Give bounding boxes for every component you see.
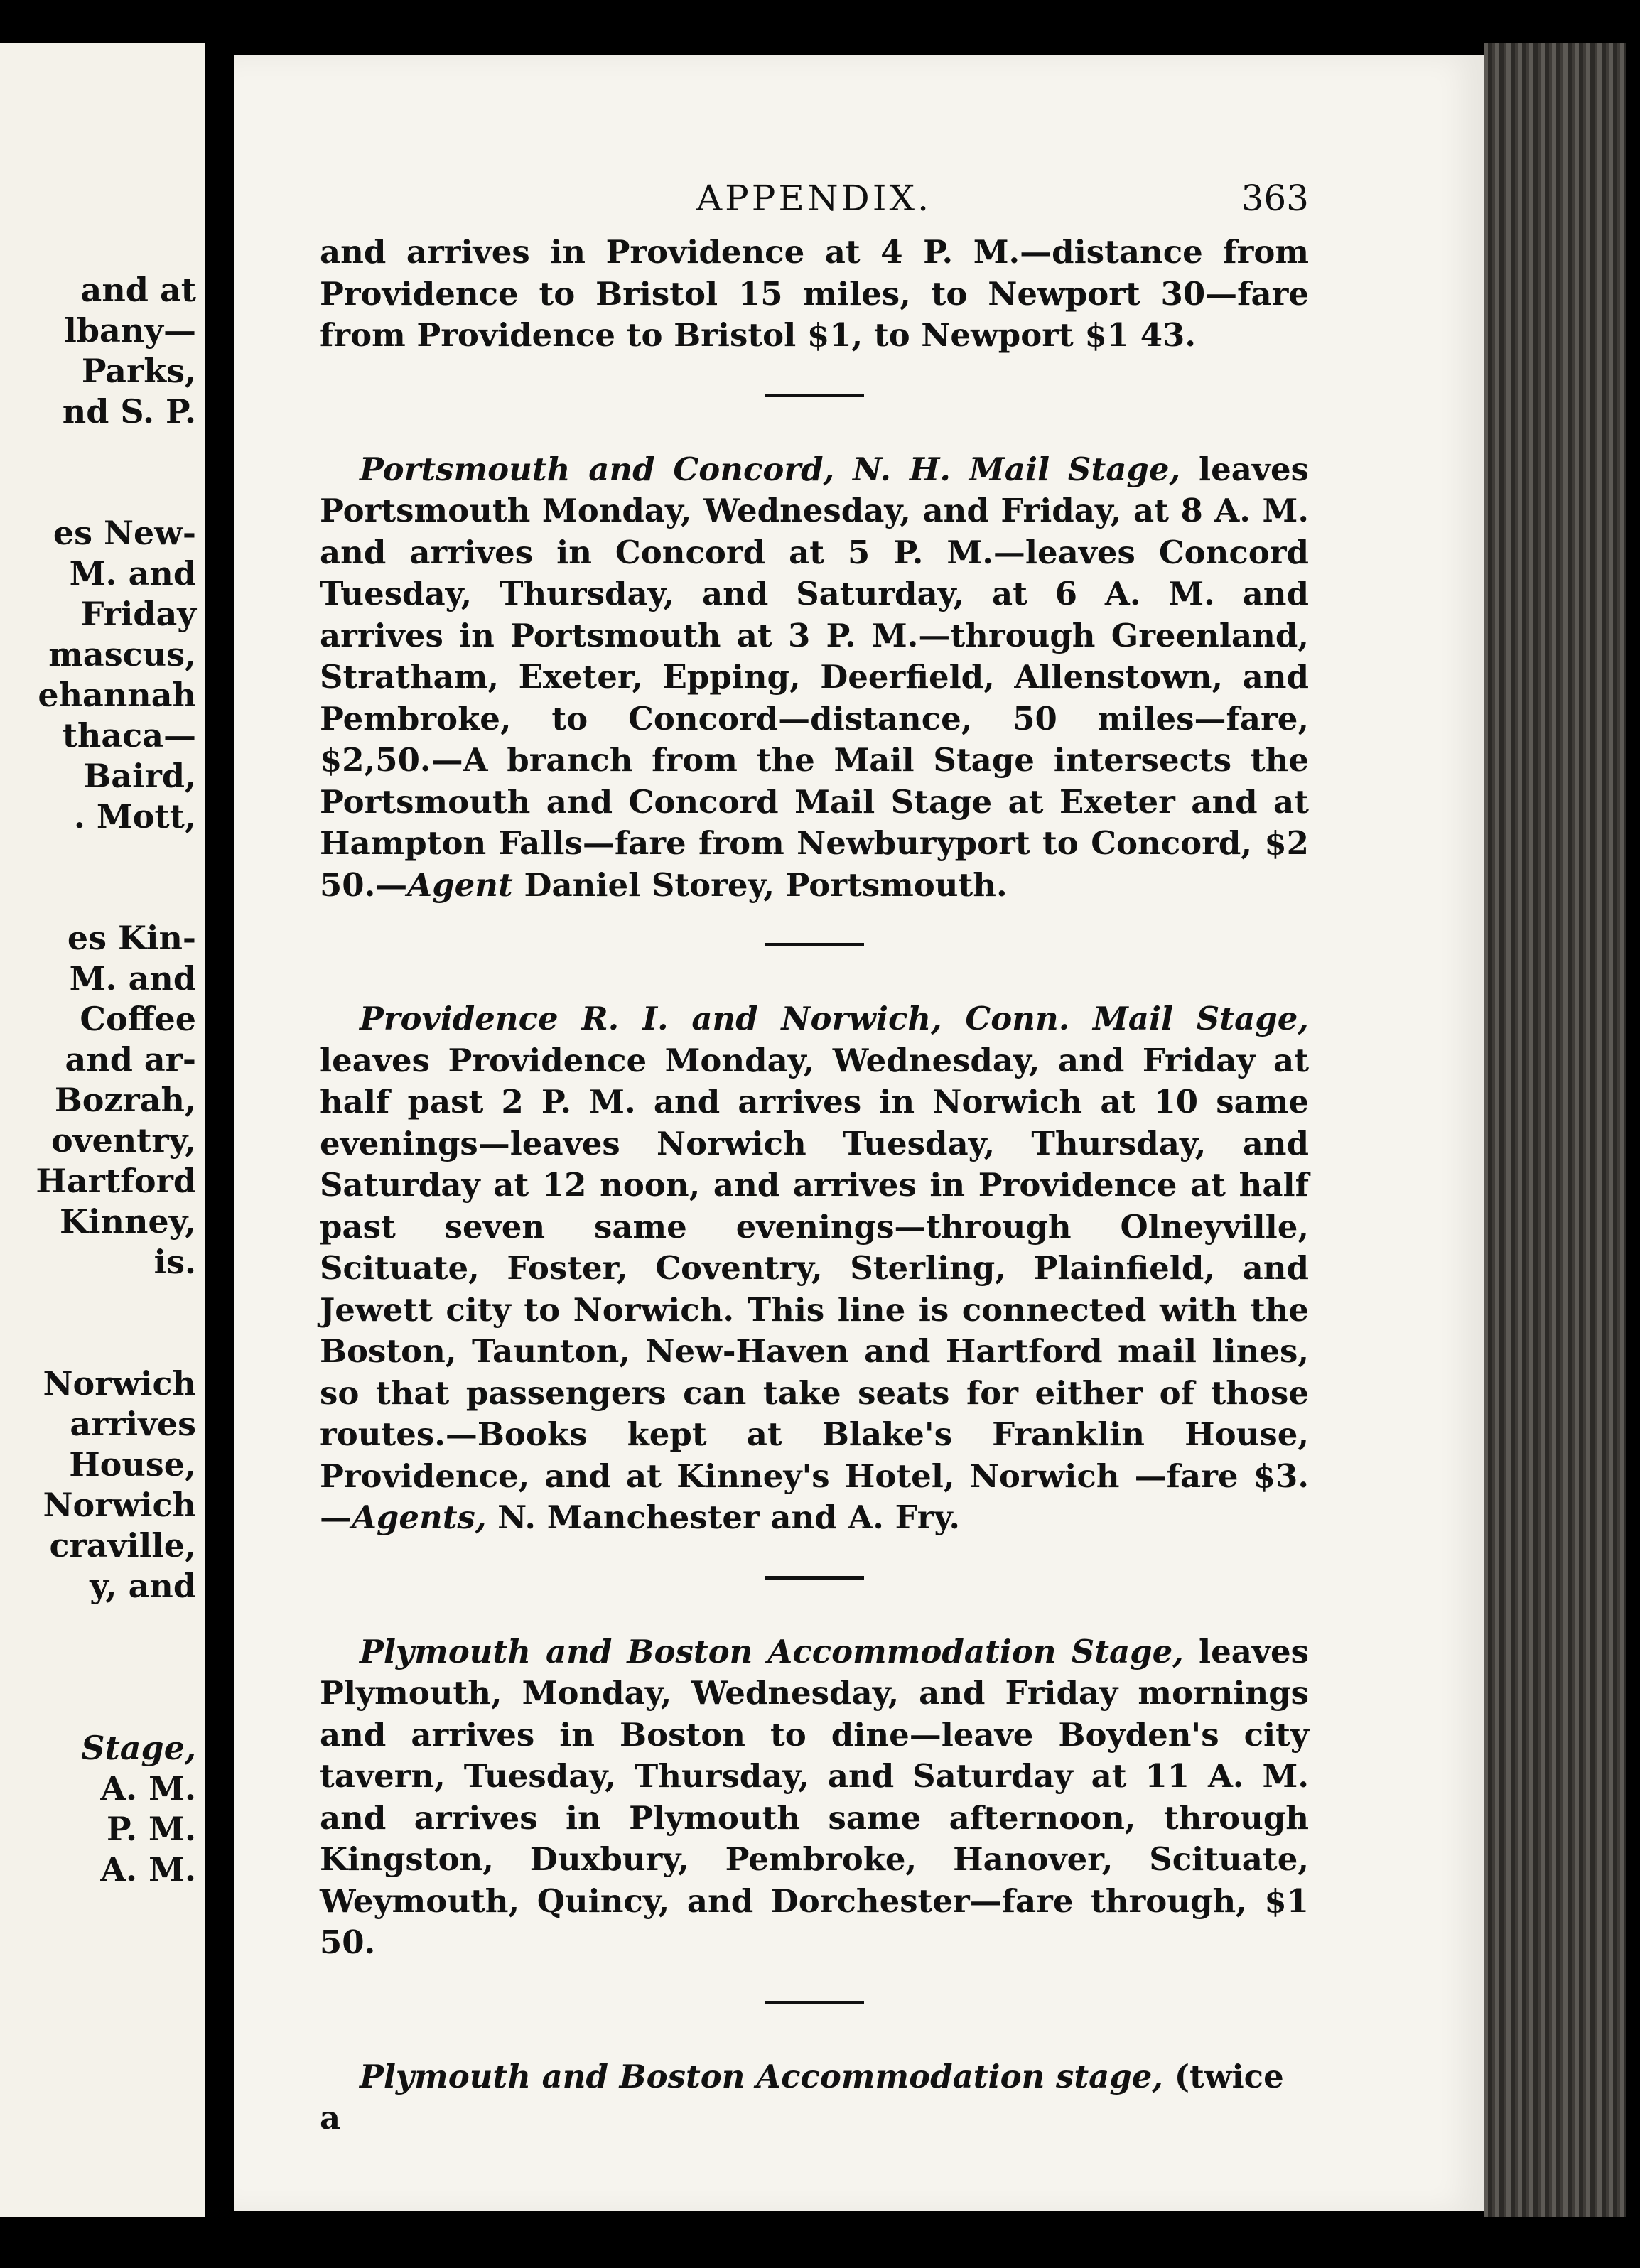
facing-page-line: . Mott, (73, 797, 196, 836)
facing-page-line: House, (69, 1445, 196, 1484)
entry-title: Portsmouth and Concord, N. H. Mail Stage, (360, 450, 1181, 488)
facing-page-line: lbany— (64, 311, 196, 350)
paragraph-text: leaves Plymouth, Monday, Wednesday, and Friday mornings and arrives in Boston to dine—leave Boyden's city tavern, Tuesday, Thursday, and Saturday at 11 A. M. and arrives in Plymouth same afternoon, through Kingston, Duxbury, Pembroke, Hanover, Scituate, Weymouth, Quincy, and Dorchester—fare through, $1 50. (320, 1632, 1309, 1961)
book-edge (1484, 43, 1626, 2217)
paragraph-continuation (320, 232, 1309, 357)
section-divider (320, 906, 1309, 998)
agent-label: Agents, (352, 1498, 487, 1536)
facing-page-line: Norwich (43, 1364, 196, 1403)
paragraph-plymouth-boston-twice (320, 2056, 1309, 2139)
facing-page-line: Kinney, (60, 1202, 196, 1241)
section-divider (320, 1964, 1309, 2056)
facing-page-line: Friday (80, 595, 196, 633)
page-header (234, 178, 1484, 234)
paragraph-text: and arrives in Providence at 4 P. M.—distance from Providence to Bristol 15 miles, to Newport 30—fare from Providence to Bristol $1, to Newport $1 43. (320, 233, 1309, 354)
facing-page-line: and at (80, 271, 196, 309)
facing-page-line: Stage, (81, 1729, 196, 1767)
facing-page-line: Coffee (80, 1000, 196, 1038)
facing-page-line: A. M. (100, 1769, 196, 1808)
facing-page-line: mascus, (48, 635, 196, 674)
agent-label: Agent (407, 865, 513, 904)
facing-page-line: is. (153, 1243, 196, 1281)
section-divider (320, 1539, 1309, 1631)
book-page (234, 55, 1484, 2211)
paragraph-text: leaves Portsmouth Monday, Wednesday, and Friday, at 8 A. M. and arrives in Concord at 5 P. M.—leaves Concord Tuesday, Thursday, and Saturday, at 6 A. M. and arrives in Portsmouth at 3 P. M.—through Greenland, Stratham, Exeter, Epping, Deerfield, Allenstown, and Pembroke, to Concord—distance, 50 miles—fare, $2,50.—A branch from the Mail Stage intersects the Portsmouth and Concord Mail Stage at Exeter and at Hampton Falls—fare from Newburyport to Concord, $2 50.— (320, 450, 1309, 904)
page-number: 363 (1241, 178, 1309, 219)
section-divider (320, 357, 1309, 449)
page-body (320, 232, 1309, 2139)
running-title: APPENDIX. (696, 178, 932, 219)
facing-page-line: M. and (69, 959, 196, 998)
facing-page-line: nd S. P. (62, 392, 196, 431)
paragraph-text: (twice a (320, 2057, 1284, 2137)
facing-page-fragment (0, 43, 205, 2217)
agent-name: Daniel Storey, Portsmouth. (512, 865, 1008, 904)
facing-page-line: arrives (70, 1405, 196, 1443)
paragraph-portsmouth-concord (320, 449, 1309, 907)
paragraph-text: leaves Providence Monday, Wednesday, and Friday at half past 2 P. M. and arrives in Norwich at 10 same evenings—leaves Norwich Tuesday, Thursday, and Saturday at 12 noon, and arrives in Providence at half past seven same evenings—through Olneyville, Scituate, Foster, Coventry, Sterling, Plainfield, and Jewett city to Norwich. This line is connected with the Boston, Taunton, New-Haven and Hartford mail lines, so that passengers can take seats for either of those routes.—Books kept at Blake's Franklin House, Providence, and at Kinney's Hotel, Norwich —fare $3.— (320, 1041, 1309, 1536)
facing-page-line: M. and (69, 554, 196, 593)
facing-page-line: Parks, (81, 352, 196, 390)
facing-page-line: craville, (49, 1526, 196, 1565)
facing-page-line: oventry, (51, 1121, 196, 1160)
facing-page-line: Norwich (43, 1486, 196, 1524)
facing-page-line: thaca— (62, 716, 196, 755)
facing-page-line: y, and (90, 1567, 196, 1605)
facing-page-line: es Kin- (67, 919, 196, 957)
entry-title: Plymouth and Boston Accommodation stage, (360, 2057, 1164, 2095)
facing-page-line: A. M. (100, 1850, 196, 1889)
facing-page-line: P. M. (107, 1810, 196, 1848)
entry-title: Plymouth and Boston Accommodation Stage, (360, 1632, 1184, 1670)
paragraph-providence-norwich (320, 998, 1309, 1539)
entry-title: Providence R. I. and Norwich, Conn. Mail Stage, (360, 1000, 1309, 1037)
facing-page-line: ehannah (38, 676, 196, 714)
facing-page-line: Bozrah, (54, 1081, 196, 1119)
facing-page-line: and ar- (65, 1040, 196, 1079)
facing-page-line: Baird, (83, 757, 196, 795)
agent-name: N. Manchester and A. Fry. (486, 1498, 961, 1536)
facing-page-line: es New- (53, 514, 196, 552)
paragraph-plymouth-boston (320, 1631, 1309, 1964)
facing-page-line: Hartford (36, 1162, 196, 1200)
